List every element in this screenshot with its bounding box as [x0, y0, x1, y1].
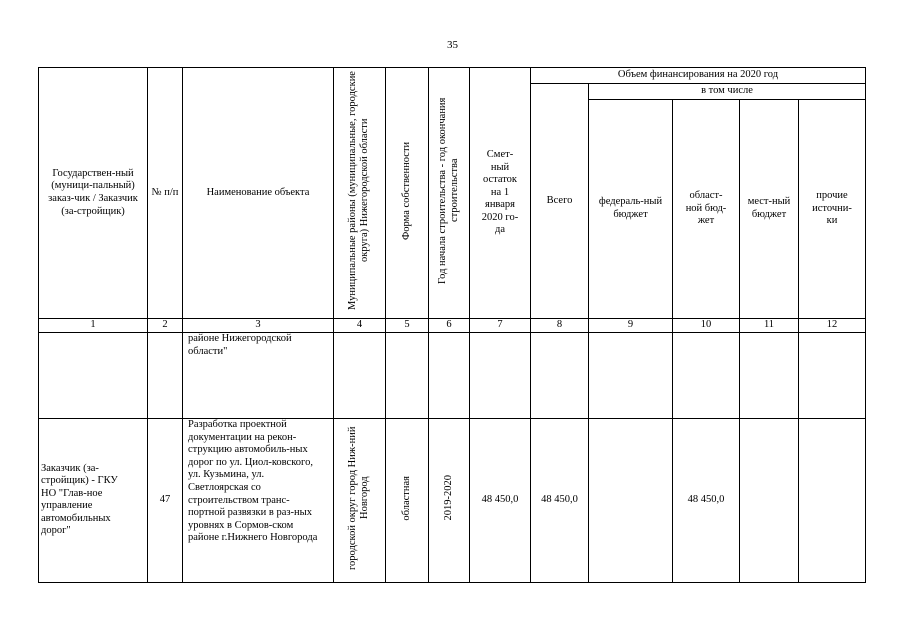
object-name-continued: районе Нижегородской области" [183, 333, 334, 419]
header-customer: Государствен-ный (муници-пальный) заказ-чик / Заказчик (за-стройщик) [39, 68, 148, 319]
row-number: 47 [148, 419, 183, 583]
object-name: Разработка проектной документации на рекон-струкцию автомобиль-ных дорог по ул. Циол-ковского, ул. Кузьмина, ул. Светлоярская со строительством транс-портной развязки в раз-ных уровнях в Сормов-ском районе г.Нижнего Новгорода [183, 419, 334, 583]
col-number-4: 4 [334, 319, 386, 333]
col-number-8: 8 [531, 319, 589, 333]
header-federal: федераль-ный бюджет [589, 100, 673, 319]
header-estimate-balance: Смет-ный остаток на 1 января 2020 го-да [470, 68, 531, 319]
federal-cell [589, 419, 673, 583]
customer-cell: Заказчик (за-стройщик) - ГКУ НО "Глав-ное управление автомобильных дорог" [39, 419, 148, 583]
header-years: Год начала строительства - год окончания строительства [429, 68, 470, 319]
table-row [39, 419, 866, 583]
district-cell: городской округ город Ниж-ний Новгород [334, 419, 386, 583]
header-district: Муниципальные районы (муниципальные, городские округа) Нижегородской области [334, 68, 386, 319]
col-number-5: 5 [386, 319, 429, 333]
header-total: Всего [531, 84, 589, 319]
financing-table [38, 67, 866, 583]
col-number-6: 6 [429, 319, 470, 333]
years-cell: 2019-2020 [429, 419, 470, 583]
header-other: прочие источни-ки [799, 100, 866, 319]
header-local: мест-ный бюджет [740, 100, 799, 319]
col-number-10: 10 [673, 319, 740, 333]
header-object-name: Наименование объекта [183, 68, 334, 319]
total-cell: 48 450,0 [531, 419, 589, 583]
col-number-3: 3 [183, 319, 334, 333]
header-ownership: Форма собственности [386, 68, 429, 319]
col-number-9: 9 [589, 319, 673, 333]
header-including: в том числе [589, 84, 866, 100]
header-regional: област-ной бюд-жет [673, 100, 740, 319]
regional-cell: 48 450,0 [673, 419, 740, 583]
col-number-7: 7 [470, 319, 531, 333]
ownership-cell: областная [386, 419, 429, 583]
page-number: 35 [447, 39, 458, 51]
col-number-11: 11 [740, 319, 799, 333]
col-number-2: 2 [148, 319, 183, 333]
local-cell [740, 419, 799, 583]
col-number-1: 1 [39, 319, 148, 333]
col-number-12: 12 [799, 319, 866, 333]
table-row [39, 333, 866, 419]
header-number: № п/п [148, 68, 183, 319]
header-funding-title: Объем финансирования на 2020 год [531, 68, 866, 84]
other-cell [799, 419, 866, 583]
estimate-balance-cell: 48 450,0 [470, 419, 531, 583]
